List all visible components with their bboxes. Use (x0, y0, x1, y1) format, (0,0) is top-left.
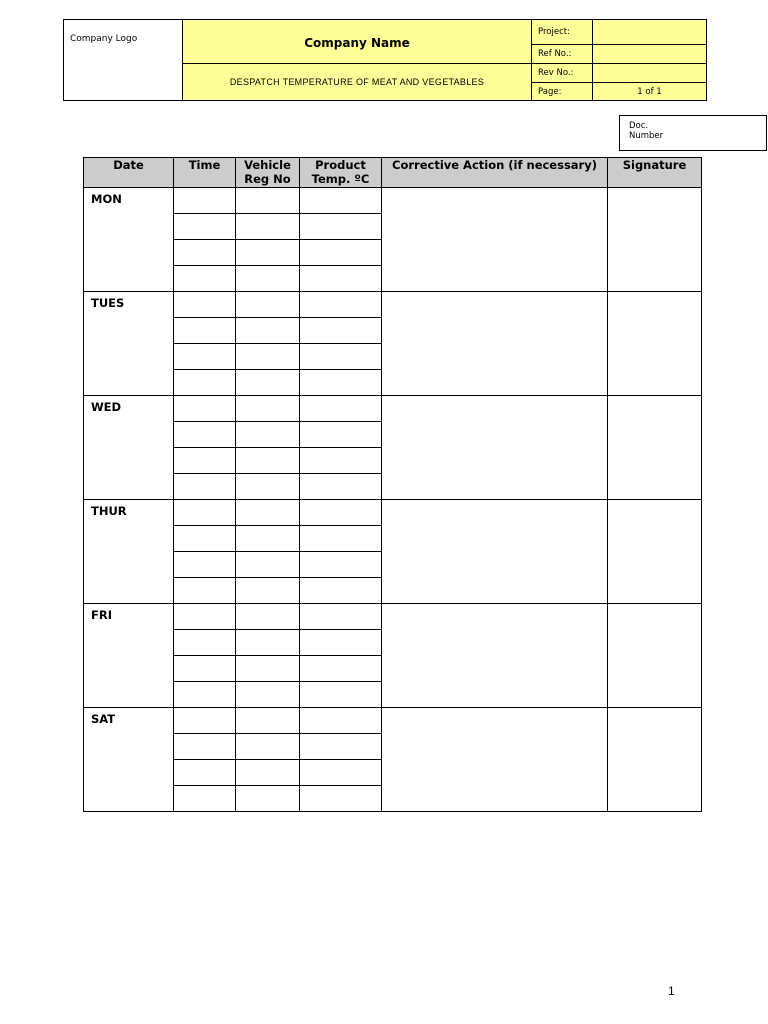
time-cell[interactable] (174, 630, 236, 656)
product-temp-cell[interactable] (300, 292, 382, 318)
product-temp-cell[interactable] (300, 370, 382, 396)
time-cell[interactable] (174, 370, 236, 396)
vehicle-reg-cell[interactable] (236, 656, 300, 682)
time-cell[interactable] (174, 318, 236, 344)
doc-number-label-line2: Number (629, 131, 664, 141)
rev-no-value[interactable] (593, 64, 707, 83)
product-temp-cell[interactable] (300, 656, 382, 682)
time-cell[interactable] (174, 526, 236, 552)
table-row (84, 396, 702, 422)
product-temp-cell[interactable] (300, 604, 382, 630)
time-cell[interactable] (174, 604, 236, 630)
column-header-corrective-action: Corrective Action (if necessary) (382, 158, 608, 188)
column-header-vehicle-reg: Vehicle Reg No (236, 158, 300, 188)
vehicle-reg-cell[interactable] (236, 526, 300, 552)
product-temp-cell[interactable] (300, 526, 382, 552)
column-header-signature: Signature (608, 158, 702, 188)
signature-cell[interactable] (608, 292, 702, 396)
column-header-date: Date (84, 158, 174, 188)
vehicle-reg-cell[interactable] (236, 448, 300, 474)
vehicle-reg-cell[interactable] (236, 630, 300, 656)
vehicle-reg-cell[interactable] (236, 318, 300, 344)
vehicle-reg-cell[interactable] (236, 604, 300, 630)
time-cell[interactable] (174, 474, 236, 500)
company-name: Company Name (183, 20, 532, 64)
vehicle-reg-cell[interactable] (236, 188, 300, 214)
document-title: DESPATCH TEMPERATURE OF MEAT AND VEGETABLES (183, 64, 532, 101)
doc-number-box (619, 115, 767, 151)
vehicle-reg-cell[interactable] (236, 344, 300, 370)
day-label: FRI (84, 604, 174, 708)
signature-cell[interactable] (608, 396, 702, 500)
day-label: WED (84, 396, 174, 500)
product-temp-cell[interactable] (300, 786, 382, 812)
table-row (84, 292, 702, 318)
vehicle-reg-cell[interactable] (236, 578, 300, 604)
time-cell[interactable] (174, 396, 236, 422)
product-temp-cell[interactable] (300, 318, 382, 344)
vehicle-reg-cell[interactable] (236, 786, 300, 812)
product-temp-cell[interactable] (300, 240, 382, 266)
time-cell[interactable] (174, 708, 236, 734)
vehicle-reg-cell[interactable] (236, 396, 300, 422)
time-cell[interactable] (174, 448, 236, 474)
table-row (84, 604, 702, 630)
temperature-log-table (83, 157, 702, 812)
vehicle-reg-cell[interactable] (236, 474, 300, 500)
log-table-body (84, 188, 702, 812)
time-cell[interactable] (174, 344, 236, 370)
product-temp-cell[interactable] (300, 214, 382, 240)
product-temp-cell[interactable] (300, 266, 382, 292)
corrective-action-cell[interactable] (382, 188, 608, 292)
product-temp-cell[interactable] (300, 682, 382, 708)
table-row (84, 500, 702, 526)
vehicle-reg-cell[interactable] (236, 760, 300, 786)
product-temp-cell[interactable] (300, 188, 382, 214)
signature-cell[interactable] (608, 708, 702, 812)
vehicle-reg-cell[interactable] (236, 552, 300, 578)
product-temp-cell[interactable] (300, 448, 382, 474)
ref-no-value[interactable] (593, 45, 707, 64)
corrective-action-cell[interactable] (382, 396, 608, 500)
time-cell[interactable] (174, 188, 236, 214)
corrective-action-cell[interactable] (382, 708, 608, 812)
time-cell[interactable] (174, 656, 236, 682)
corrective-action-cell[interactable] (382, 604, 608, 708)
page-value: 1 of 1 (593, 83, 707, 101)
column-header-time: Time (174, 158, 236, 188)
time-cell[interactable] (174, 292, 236, 318)
vehicle-reg-cell[interactable] (236, 500, 300, 526)
product-temp-cell[interactable] (300, 500, 382, 526)
product-temp-cell[interactable] (300, 708, 382, 734)
day-label: SAT (84, 708, 174, 812)
time-cell[interactable] (174, 734, 236, 760)
vehicle-reg-cell[interactable] (236, 292, 300, 318)
product-temp-cell[interactable] (300, 344, 382, 370)
product-temp-cell[interactable] (300, 422, 382, 448)
day-label: TUES (84, 292, 174, 396)
product-temp-cell[interactable] (300, 734, 382, 760)
corrective-action-cell[interactable] (382, 500, 608, 604)
signature-cell[interactable] (608, 604, 702, 708)
product-temp-cell[interactable] (300, 760, 382, 786)
product-temp-cell[interactable] (300, 396, 382, 422)
vehicle-reg-cell[interactable] (236, 266, 300, 292)
time-cell[interactable] (174, 760, 236, 786)
vehicle-reg-cell[interactable] (236, 708, 300, 734)
vehicle-reg-cell[interactable] (236, 682, 300, 708)
time-cell[interactable] (174, 214, 236, 240)
project-label: Project: (532, 20, 593, 45)
time-cell[interactable] (174, 240, 236, 266)
table-row (84, 708, 702, 734)
time-cell[interactable] (174, 682, 236, 708)
signature-cell[interactable] (608, 188, 702, 292)
time-cell[interactable] (174, 422, 236, 448)
page-number: 1 (668, 984, 675, 998)
vehicle-reg-cell[interactable] (236, 214, 300, 240)
vehicle-reg-cell[interactable] (236, 422, 300, 448)
company-logo-placeholder (64, 20, 183, 101)
product-temp-cell[interactable] (300, 552, 382, 578)
time-cell[interactable] (174, 500, 236, 526)
time-cell[interactable] (174, 552, 236, 578)
rev-no-label: Rev No.: (532, 64, 593, 83)
signature-cell[interactable] (608, 500, 702, 604)
document-header (63, 19, 707, 101)
page-label: Page: (532, 83, 593, 101)
time-cell[interactable] (174, 578, 236, 604)
vehicle-reg-cell[interactable] (236, 240, 300, 266)
ref-no-label: Ref No.: (532, 45, 593, 64)
doc-number-label-line1: Doc. (629, 121, 649, 131)
project-value[interactable] (593, 20, 707, 45)
product-temp-cell[interactable] (300, 474, 382, 500)
column-header-product-temp: Product Temp. ºC (300, 158, 382, 188)
vehicle-reg-cell[interactable] (236, 370, 300, 396)
corrective-action-cell[interactable] (382, 292, 608, 396)
vehicle-reg-cell[interactable] (236, 734, 300, 760)
product-temp-cell[interactable] (300, 578, 382, 604)
time-cell[interactable] (174, 266, 236, 292)
day-label: MON (84, 188, 174, 292)
day-label: THUR (84, 500, 174, 604)
table-row (84, 188, 702, 214)
time-cell[interactable] (174, 786, 236, 812)
product-temp-cell[interactable] (300, 630, 382, 656)
company-logo-label: Company Logo (70, 34, 138, 44)
